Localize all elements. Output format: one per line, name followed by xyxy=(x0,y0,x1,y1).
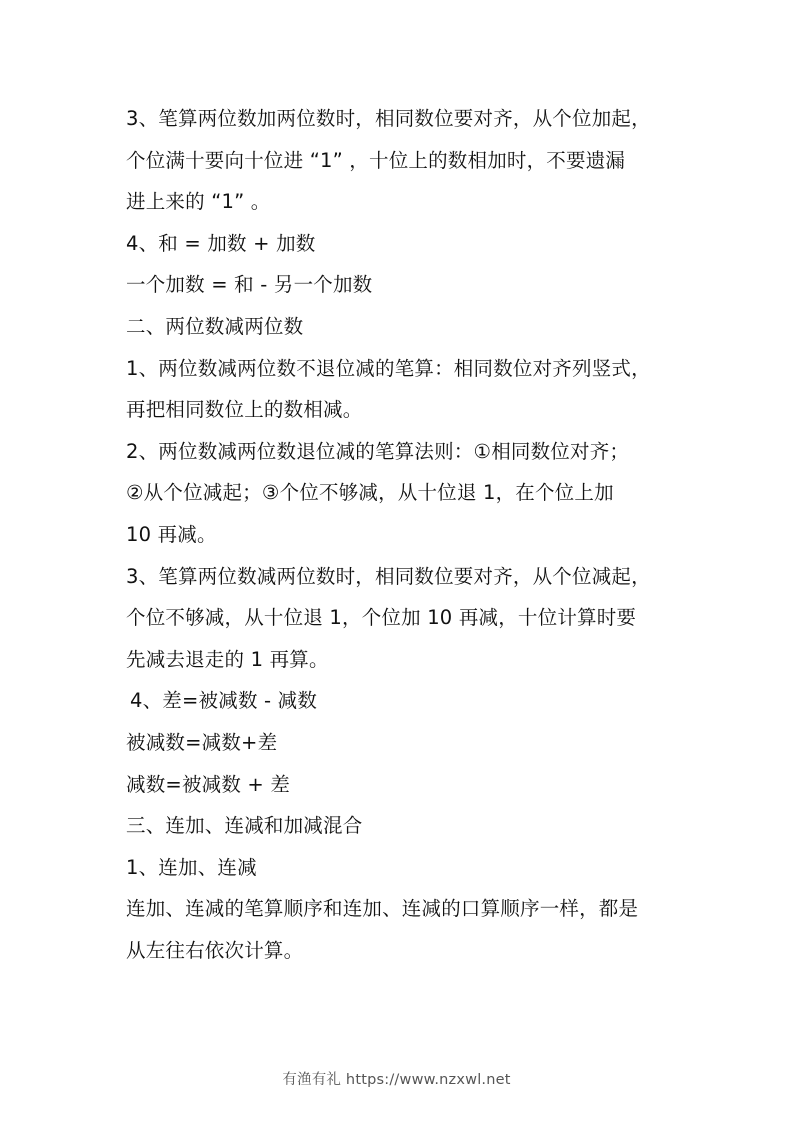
paragraph-subtraction-rule-1-line-2: 再把相同数位上的数相减。 xyxy=(126,398,363,422)
formula-addend: 一个加数 = 和 - 另一个加数 xyxy=(126,273,373,297)
formula-sum: 4、和 = 加数 + 加数 xyxy=(126,231,316,255)
formula-subtrahend: 减数=被减数 + 差 xyxy=(126,772,291,796)
paragraph-consecutive-line-1: 连加、连减的笔算顺序和连加、连减的口算顺序一样，都是 xyxy=(126,897,639,921)
subheading-consecutive-operations: 1、连加、连减 xyxy=(126,855,257,879)
paragraph-subtraction-rule-1-line-1: 1、两位数减两位数不退位减的笔算：相同数位对齐列竖式， xyxy=(126,356,651,380)
paragraph-addition-rule-3-line-2: 个位满十要向十位进 “1” ，十位上的数相加时，不要遗漏 xyxy=(126,148,626,172)
formula-difference: 4、差=被减数 - 减数 xyxy=(130,689,318,713)
document-body xyxy=(126,98,671,971)
paragraph-subtraction-rule-2-line-1: 2、两位数减两位数退位减的笔算法则：①相同数位对齐； xyxy=(126,439,630,463)
section-heading-mixed-operations: 三、连加、连减和加减混合 xyxy=(126,814,363,838)
paragraph-subtraction-rule-2-line-3: 10 再减。 xyxy=(126,522,217,546)
paragraph-addition-rule-3-line-3: 进上来的 “1” 。 xyxy=(126,190,271,214)
paragraph-subtraction-rule-3-line-3: 先减去退走的 1 再算。 xyxy=(126,647,329,671)
paragraph-subtraction-rule-3-line-1: 3、笔算两位数减两位数时，相同数位要对齐，从个位减起， xyxy=(126,564,651,588)
paragraph-subtraction-rule-3-line-2: 个位不够减，从十位退 1，个位加 10 再减，十位计算时要 xyxy=(126,606,637,630)
paragraph-consecutive-line-2: 从左往右依次计算。 xyxy=(126,938,304,962)
paragraph-addition-rule-3-line-1: 3、笔算两位数加两位数时，相同数位要对齐，从个位加起， xyxy=(126,107,651,130)
formula-minuend: 被减数=减数+差 xyxy=(126,730,278,754)
section-heading-subtraction: 二、两位数减两位数 xyxy=(126,314,304,338)
page-footer-watermark: 有渔有礼 https://www.nzxwl.net xyxy=(282,1072,511,1088)
paragraph-subtraction-rule-2-line-2: ②从个位减起；③个位不够减，从十位退 1，在个位上加 xyxy=(126,481,614,505)
